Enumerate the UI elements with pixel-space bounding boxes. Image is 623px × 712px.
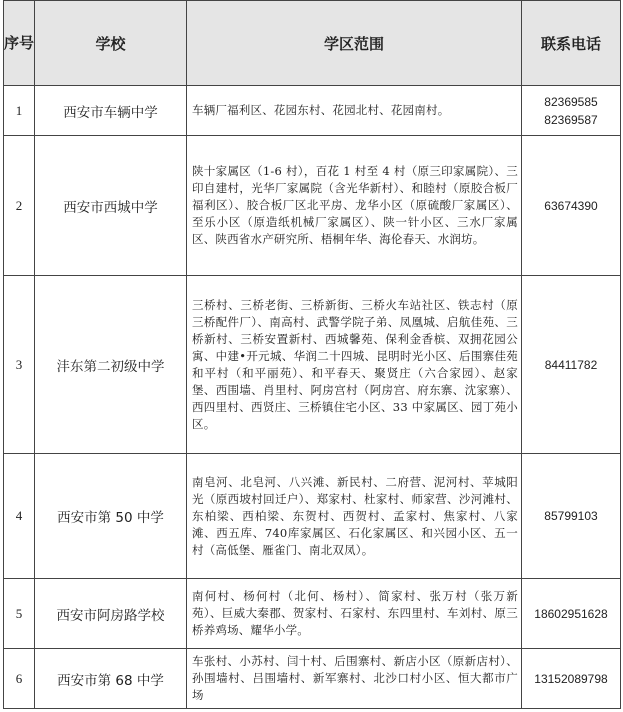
district-scope: 南皂河、北皂河、八兴滩、新民村、二府营、泥河村、苹城阳光（原西坡村回迁户）、郑家村、杜家村、师家营、沙河滩村、东柏梁、西柏梁、东贺村、西贺村、孟家村、焦家村、八家滩、西五库、740库家属区、石化家属区、和兴园小区、五一村（高低堡、雁雀门、南北双凤）。	[187, 454, 522, 579]
table-row	[4, 276, 621, 454]
contact-phone	[522, 579, 621, 649]
row-number: 3	[4, 276, 35, 454]
school-name: 西安市车辆中学	[35, 86, 187, 136]
contact-phone	[522, 649, 621, 709]
row-number: 2	[4, 136, 35, 276]
district-scope: 三桥村、三桥老街、三桥新街、三桥火车站社区、铁志村（原三桥配件厂）、南高村、武警学院子弟、凤凰城、启航佳苑、三桥新村、三桥安置新村、西城馨苑、保利金香槟、双拥花园公寓、中建•开元城、华润二十四城、昆明时光小区、后围寨佳苑和平村（和平丽苑）、和平春天、聚贤庄（六合家园）、赵家堡、西围墙、肖里村、阿房宫村（阿房宫、府东寨、沈家寨）、西四里村、西贤庄、三桥镇住宅小区、33 中家属区、园丁苑小区。	[187, 276, 522, 454]
district-scope: 南何村、杨何村（北何、杨村）、简家村、张万村（张万新苑）、巨威大秦郡、贺家村、石家村、东四里村、车刘村、原三桥养鸡场、耀华小学。	[187, 579, 522, 649]
table-header-row	[4, 1, 621, 86]
row-number: 1	[4, 86, 35, 136]
phone-number: 13152089798	[534, 671, 608, 686]
contact-phone	[522, 86, 621, 136]
school-name: 西安市第 68 中学	[35, 649, 187, 709]
header-seq: 序号	[4, 1, 35, 86]
table-row	[4, 649, 621, 709]
phone-number: 82369587	[544, 112, 598, 127]
table-row	[4, 579, 621, 649]
district-scope: 车张村、小苏村、闫十村、后围寨村、新店小区（原新店村）、孙围墙村、吕围墙村、新军寨村、北沙口村小区、恒大都市广场	[187, 649, 522, 709]
header-scope: 学区范围	[187, 1, 522, 86]
phone-number: 18602951628	[534, 606, 608, 621]
table-row	[4, 136, 621, 276]
school-name: 西安市阿房路学校	[35, 579, 187, 649]
school-name: 沣东第二初级中学	[35, 276, 187, 454]
phone-number: 82369585	[544, 94, 598, 109]
header-phone: 联系电话	[522, 1, 621, 86]
contact-phone	[522, 276, 621, 454]
school-district-table	[3, 0, 621, 709]
table-row	[4, 454, 621, 579]
district-scope: 陕十家属区（1-6 村），百花 1 村至 4 村（原三印家属院）、三印自建村，光华厂家属院（含光华新村）、和睦村（原胶合板厂福利区）、胶合板厂区北平房、龙华小区（原硫酸厂家属区）、至乐小区（原造纸机械厂家属区）、陕一针小区、三水厂家属区、陕西省水产研究所、梧桐年华、海伦春天、水润坊。	[187, 136, 522, 276]
phone-number: 85799103	[544, 509, 598, 523]
table-row	[4, 86, 621, 136]
header-school: 学校	[35, 1, 187, 86]
row-number: 4	[4, 454, 35, 579]
row-number: 6	[4, 649, 35, 709]
row-number: 5	[4, 579, 35, 649]
phone-number: 63674390	[544, 198, 598, 213]
contact-phone	[522, 454, 621, 579]
school-name: 西安市第 50 中学	[35, 454, 187, 579]
contact-phone	[522, 136, 621, 276]
phone-number: 84411782	[544, 357, 598, 372]
district-scope: 车辆厂福利区、花园东村、花园北村、花园南村。	[187, 86, 522, 136]
school-name: 西安市西城中学	[35, 136, 187, 276]
